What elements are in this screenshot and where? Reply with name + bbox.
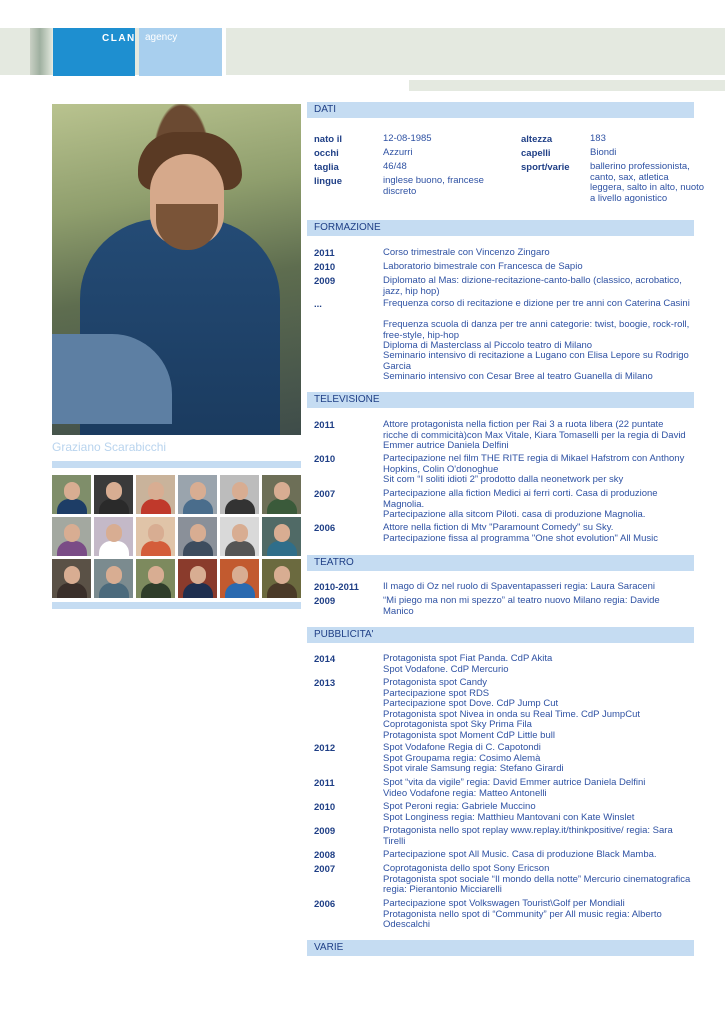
pubblicita-entry: Protagonista nello spot replay www.replay.it/thinkpositive/ regia: Sara Tirelli bbox=[383, 825, 673, 847]
formazione-year: 2010 bbox=[314, 262, 336, 273]
formazione-entry: Frequenza scuola di danza per tre anni categorie: twist, boogie, rock-roll, free-style, hip-hop bbox=[383, 319, 690, 341]
value-taglia: 46/48 bbox=[383, 161, 407, 172]
televisione-entry: Partecipazione alla fiction Medici ai ferri corti. Casa di produzione Magnolia. bbox=[383, 488, 658, 510]
value-occhi: Azzurri bbox=[383, 147, 413, 158]
formazione-entry: Diplomato al Mas: dizione-recitazione-canto-ballo (classico, acrobatico, jazz, hip hop) bbox=[383, 275, 682, 297]
formazione-entry: Seminario intensivo di recitazione a Lugano con Elisa Lepore su Rodrigo Garcia bbox=[383, 350, 689, 372]
gallery-thumbnail[interactable] bbox=[94, 559, 133, 598]
gallery-thumbnail[interactable] bbox=[262, 475, 301, 514]
televisione-year: 2011 bbox=[314, 420, 335, 431]
value-nato-il: 12-08-1985 bbox=[383, 133, 432, 144]
gallery-thumbnail[interactable] bbox=[136, 517, 175, 556]
televisione-year: 2007 bbox=[314, 489, 336, 500]
gallery-thumbnail[interactable] bbox=[262, 559, 301, 598]
gallery-thumbnail[interactable] bbox=[136, 475, 175, 514]
section-teatro-header: TEATRO bbox=[307, 555, 694, 571]
formazione-year: 2009 bbox=[314, 276, 336, 287]
gallery-thumbnail[interactable] bbox=[178, 559, 217, 598]
profile-photo bbox=[52, 104, 301, 435]
pubblicita-entry: Partecipazione spot Volkswagen Tourist\Golf per Mondiali Protagonista nello spot di “Community” per All music regia: Alberto Odescalchi bbox=[383, 898, 662, 930]
gallery-thumbnail[interactable] bbox=[178, 517, 217, 556]
pubblicita-year: 2007 bbox=[314, 864, 336, 875]
formazione-entry: Seminario intensivo con Cesar Bree al teatro Guanella di Milano bbox=[383, 371, 653, 382]
televisione-entry: Partecipazione nel film THE RITE regia di Mikael Hafstrom con Anthony Hopkins, Colin O'donoghue bbox=[383, 453, 685, 475]
gallery-top-bar bbox=[52, 461, 301, 468]
televisione-year: 2006 bbox=[314, 523, 336, 534]
gallery-thumbnail[interactable] bbox=[52, 559, 91, 598]
teatro-entry: “Mi piego ma non mi spezzo” al teatro nuovo Milano regia: Davide Manico bbox=[383, 595, 660, 617]
televisione-entry: Attore protagonista nella fiction per Rai 3 a ruota libera (22 puntate ricche di commicità)con Max Vitale, Kiara Tomaselli per la regia di David Emmer autrice Daniela Delfini bbox=[383, 419, 686, 451]
section-pubblicita-header: PUBBLICITA' bbox=[307, 627, 694, 643]
pubblicita-year: 2009 bbox=[314, 826, 336, 837]
gallery-thumbnail[interactable] bbox=[262, 517, 301, 556]
gallery-thumbnail[interactable] bbox=[220, 475, 259, 514]
gallery-thumbnail[interactable] bbox=[52, 475, 91, 514]
gallery-thumbnail[interactable] bbox=[178, 475, 217, 514]
pubblicita-year: 2006 bbox=[314, 899, 336, 910]
televisione-year: 2010 bbox=[314, 454, 336, 465]
logo-clan[interactable]: CLAN bbox=[53, 28, 135, 76]
gallery-thumbnail[interactable] bbox=[220, 559, 259, 598]
label-altezza: altezza bbox=[521, 134, 553, 145]
teatro-year: 2010-2011 bbox=[314, 582, 359, 593]
formazione-year: 2011 bbox=[314, 248, 335, 259]
televisione-entry: Partecipazione fissa al programma "One shot evolution" All Music bbox=[383, 533, 658, 544]
televisione-entry: Attore nella fiction di Mtv "Paramount Comedy" su Sky. bbox=[383, 522, 614, 533]
pubblicita-entry: Partecipazione spot All Music. Casa di produzione Black Mamba. bbox=[383, 849, 657, 860]
value-lingue: inglese buono, francese discreto bbox=[383, 175, 484, 197]
logo-agency: agency bbox=[139, 28, 222, 76]
header-sub-bar bbox=[409, 80, 725, 91]
formazione-entry: Corso trimestrale con Vincenzo Zingaro bbox=[383, 247, 550, 258]
pubblicita-year: 2013 bbox=[314, 678, 336, 689]
section-dati-header: DATI bbox=[307, 102, 694, 118]
section-televisione-header: TELEVISIONE bbox=[307, 392, 694, 408]
formazione-entry: Laboratorio bimestrale con Francesca de Sapio bbox=[383, 261, 583, 272]
label-lingue: lingue bbox=[314, 176, 342, 187]
label-occhi: occhi bbox=[314, 148, 339, 159]
formazione-year: ... bbox=[314, 299, 322, 310]
gallery-thumbnail[interactable] bbox=[52, 517, 91, 556]
gallery-thumbnail[interactable] bbox=[136, 559, 175, 598]
pubblicita-year: 2011 bbox=[314, 778, 335, 789]
televisione-entry: Partecipazione alla sitcom Piloti. casa di produzione Magnolia. bbox=[383, 509, 646, 520]
pubblicita-entry: Coprotagonista dello spot Sony Ericson Protagonista spot sociale “Il mondo della notte” Mercurio cinematografica regia: Pierantonio Micciarelli bbox=[383, 863, 691, 895]
teatro-year: 2009 bbox=[314, 596, 336, 607]
pubblicita-year: 2010 bbox=[314, 802, 336, 813]
pubblicita-entry: Spot “vita da vigile” regia: David Emmer autrice Daniela Delfini Video Vodafone regia: Matteo Antonelli bbox=[383, 777, 646, 799]
pubblicita-entry: Protagonista spot Fiat Panda. CdP Akita Spot Vodafone. CdP Mercurio bbox=[383, 653, 553, 675]
pubblicita-year: 2008 bbox=[314, 850, 336, 861]
value-capelli: Biondi bbox=[590, 147, 617, 158]
pubblicita-entry: Spot Vodafone Regia di C. Capotondi Spot Groupama regia: Cosimo Alemà Spot virale Samsung regia: Stefano Girardi bbox=[383, 742, 564, 774]
televisione-entry: Sit com “I soliti idioti 2” prodotto dalla neonetwork per sky bbox=[383, 474, 624, 485]
teatro-entry: Il mago di Oz nel ruolo di Spaventapasseri regia: Laura Saraceni bbox=[383, 581, 655, 592]
label-nato-il: nato il bbox=[314, 134, 342, 145]
formazione-entry: Diploma di Masterclass al Piccolo teatro di Milano bbox=[383, 340, 593, 351]
pubblicita-year: 2012 bbox=[314, 743, 336, 754]
section-varie-header: VARIE bbox=[307, 940, 694, 956]
value-altezza: 183 bbox=[590, 133, 606, 144]
value-sport-varie: ballerino professionista, canto, sax, atletica leggera, salto in alto, nuoto a livello agonistico bbox=[590, 161, 705, 204]
header-banner bbox=[226, 28, 725, 75]
gallery-bottom-bar bbox=[52, 602, 301, 609]
actor-name: Graziano Scarabicchi bbox=[52, 440, 167, 454]
gallery-thumbnail[interactable] bbox=[94, 475, 133, 514]
pubblicita-entry: Spot Peroni regia: Gabriele Muccino Spot Longiness regia: Matthieu Mantovani con Kate Winslet bbox=[383, 801, 635, 823]
label-capelli: capelli bbox=[521, 148, 551, 159]
pubblicita-year: 2014 bbox=[314, 654, 336, 665]
section-formazione-header: FORMAZIONE bbox=[307, 220, 694, 236]
gallery-thumbnail[interactable] bbox=[220, 517, 259, 556]
label-taglia: taglia bbox=[314, 162, 339, 173]
header-image bbox=[30, 28, 52, 75]
label-sport-varie: sport/varie bbox=[521, 162, 570, 173]
pubblicita-entry: Protagonista spot Candy Partecipazione spot RDS Partecipazione spot Dove. CdP Jump Cut Protagonista spot Nivea in onda su Real Time. CdP JumpCut Coprotagonista spot Sky Prima Fila Protagonista spot Moment CdP Little bull bbox=[383, 677, 640, 741]
gallery-thumbnail[interactable] bbox=[94, 517, 133, 556]
formazione-entry: Frequenza corso di recitazione e dizione per tre anni con Caterina Casini bbox=[383, 298, 690, 309]
